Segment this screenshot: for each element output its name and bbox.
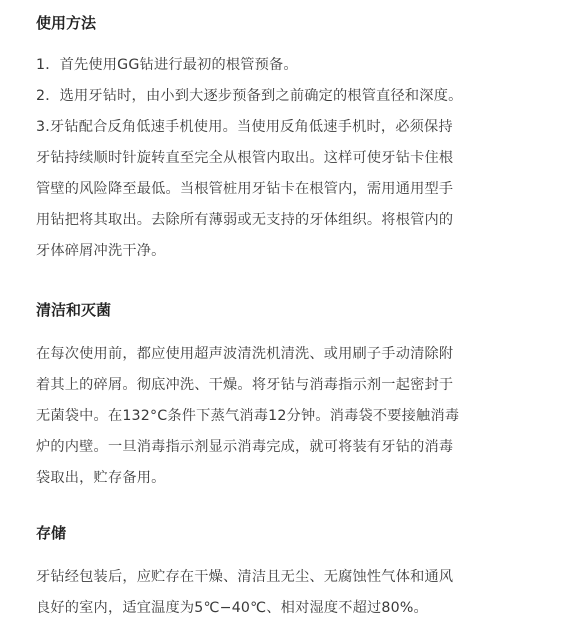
cleaning-line-3: 无菌袋中。在132°C条件下蒸气消毒12分钟。消毒袋不要接触消毒: [36, 408, 460, 424]
usage-line-1: 1．首先使用GG钻进行最初的根管预备。: [36, 57, 298, 73]
storage-line-1: 牙钻经包装后，应贮存在干燥、清洁且无尘、无腐蚀性气体和通风: [36, 569, 454, 585]
usage-line-6: 用钻把将其取出。去除所有薄弱或无支持的牙体组织。将根管内的: [36, 212, 454, 228]
usage-line-3: 3.牙钻配合反角低速手机使用。当使用反角低速手机时，必须保持: [36, 119, 453, 135]
cleaning-line-5: 袋取出，贮存备用。: [36, 470, 166, 486]
storage-paragraph: [36, 562, 552, 624]
section-title-storage: 存储: [36, 524, 67, 542]
usage-line-2: 2．选用牙钻时，由小到大逐步预备到之前确定的根管直径和深度。: [36, 88, 463, 104]
section-title-usage: 使用方法: [36, 14, 97, 32]
section-title-cleaning: 清洁和灭菌: [36, 301, 112, 319]
usage-line-7: 牙体碎屑冲洗干净。: [36, 243, 166, 259]
storage-line-2: 良好的室内，适宜温度为5℃−40℃、相对湿度不超过80%。: [36, 600, 428, 616]
cleaning-line-2: 着其上的碎屑。彻底冲洗、干燥。将牙钻与消毒指示剂一起密封于: [36, 377, 454, 393]
usage-line-4: 牙钻持续顺时针旋转直至完全从根管内取出。这样可使牙钻卡住根: [36, 150, 454, 166]
usage-instructions: [36, 50, 552, 267]
usage-line-5: 管壁的风险降至最低。当根管桩用牙钻卡在根管内，需用通用型手: [36, 181, 454, 197]
cleaning-line-1: 在每次使用前，都应使用超声波清洗机清洗、或用刷子手动清除附: [36, 346, 454, 362]
cleaning-line-4: 炉的内壁。一旦消毒指示剂显示消毒完成，就可将装有牙钻的消毒: [36, 439, 454, 455]
cleaning-paragraph: [36, 339, 552, 494]
